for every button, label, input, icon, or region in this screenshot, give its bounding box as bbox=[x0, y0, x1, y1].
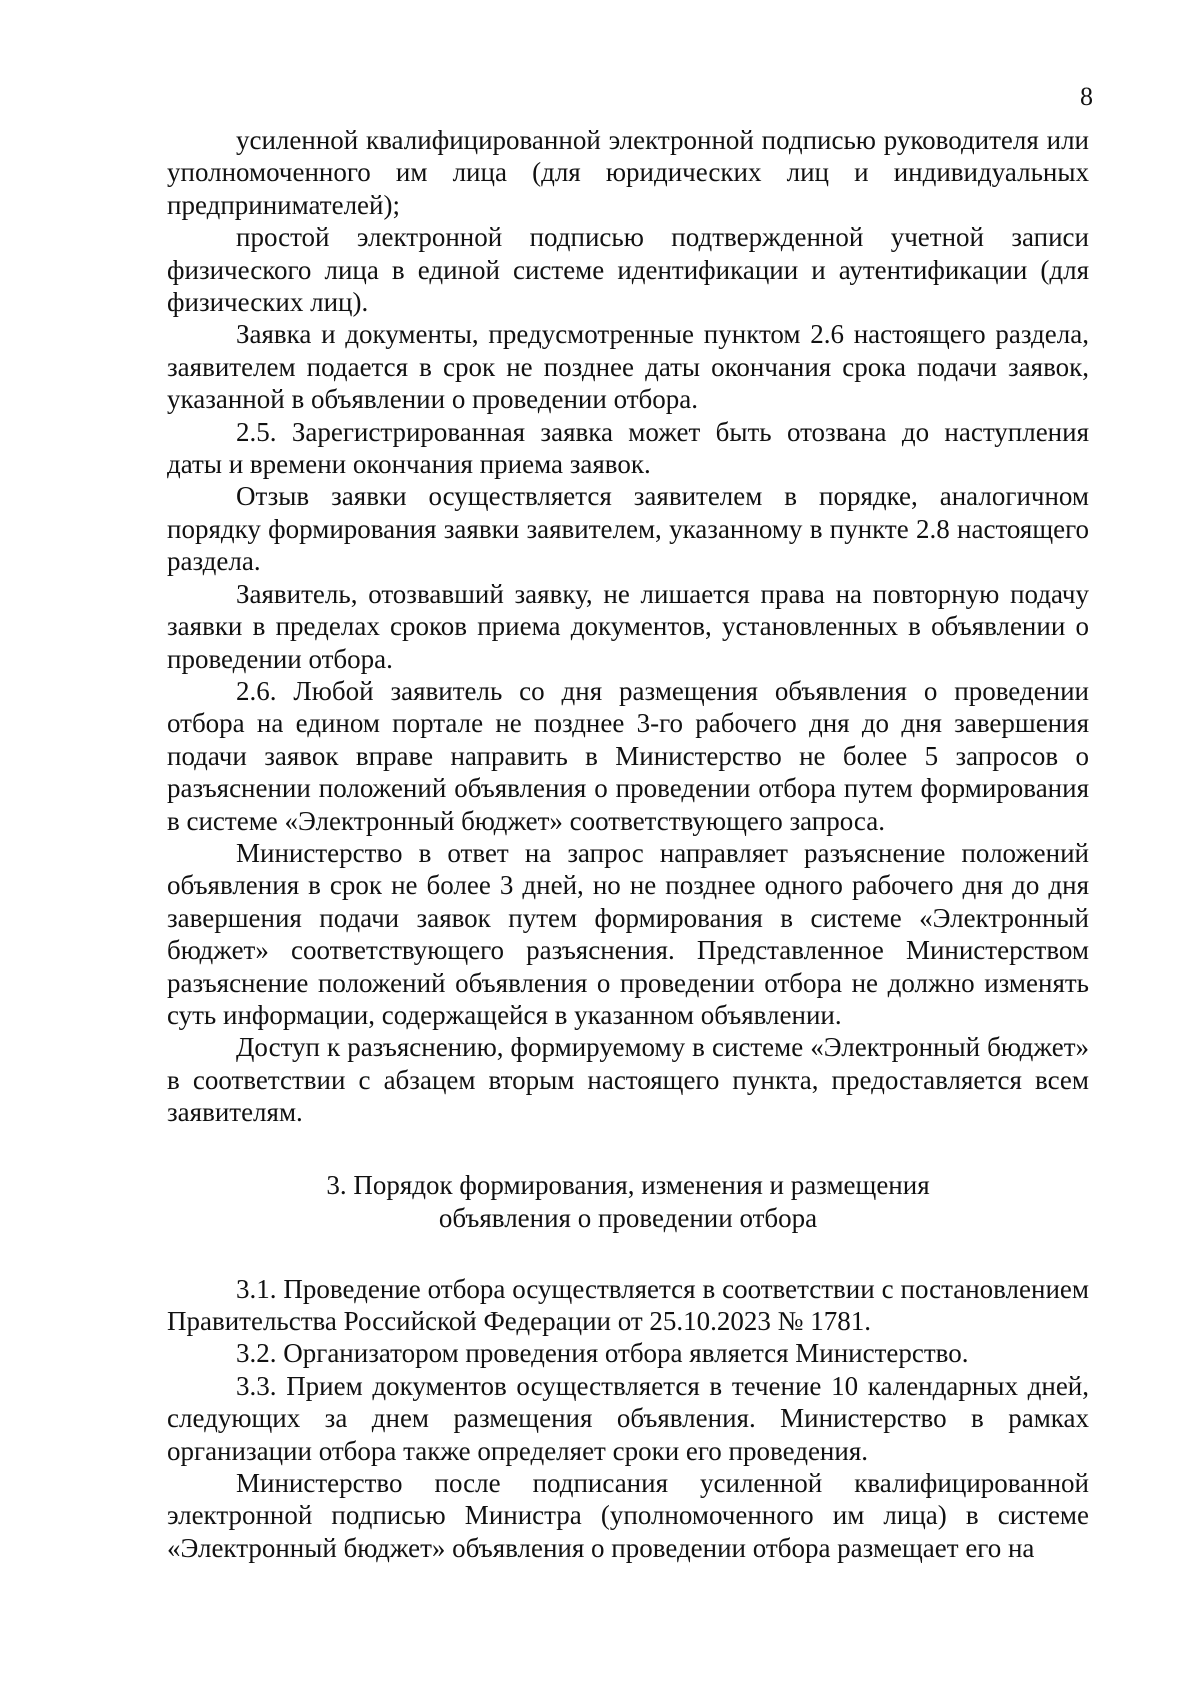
paragraph: 3.3. Прием документов осуществляется в течение 10 календарных дней, следующих за днем размещения объявления. Министерство в рамках организации отбора также определяет сроки его проведения. bbox=[167, 1370, 1089, 1466]
section-heading-line: 3. Порядок формирования, изменения и размещения bbox=[326, 1169, 930, 1200]
paragraph: Заявитель, отозвавший заявку, не лишается права на повторную подачу заявки в пределах сроков приема документов, установленных в объявлении о проведении отбора. bbox=[167, 578, 1089, 674]
section-heading bbox=[167, 1169, 1089, 1235]
paragraph: 2.5. Зарегистрированная заявка может быть отозвана до наступления даты и времени окончания приема заявок. bbox=[167, 416, 1089, 480]
page-number: 8 bbox=[1080, 82, 1093, 111]
paragraph: Министерство в ответ на запрос направляет разъяснение положений объявления в срок не более 3 дней, но не позднее одного рабочего дня до дня завершения подачи заявок путем формирования в системе «Электронный бюджет» соответствующего разъяснения. Представленное Министерством разъяснение положений объявления о проведении отбора не должно изменять суть информации, содержащейся в указанном объявлении. bbox=[167, 837, 1089, 1030]
paragraph: 3.1. Проведение отбора осуществляется в соответствии с постановлением Правительства Российской Федерации от 25.10.2023 № 1781. bbox=[167, 1273, 1089, 1336]
paragraph: 3.2. Организатором проведения отбора является Министерство. bbox=[236, 1338, 969, 1369]
paragraph: Отзыв заявки осуществляется заявителем в порядке, аналогичном порядку формирования заявки заявителем, указанному в пункте 2.8 настоящего раздела. bbox=[167, 481, 1089, 577]
paragraph: Доступ к разъяснению, формируемому в системе «Электронный бюджет» в соответствии с абзацем вторым настоящего пункта, предоставляется всем заявителям. bbox=[167, 1032, 1089, 1128]
paragraph: усиленной квалифицированной электронной подписью руководителя или уполномоченного им лица (для юридических лиц и индивидуальных предпринимателей); bbox=[167, 125, 1089, 220]
paragraph: простой электронной подписью подтвержденной учетной записи физического лица в единой системе идентификации и аутентификации (для физических лиц). bbox=[167, 222, 1089, 318]
section-heading-line: объявления о проведении отбора bbox=[438, 1202, 818, 1233]
paragraph: 2.6. Любой заявитель со дня размещения объявления о проведении отбора на едином портале не позднее 3-го рабочего дня до дня завершения подачи заявок вправе направить в Министерство не более 5 запросов о разъяснении положений объявления о проведении отбора путем формирования в системе «Электронный бюджет» соответствующего запроса. bbox=[167, 675, 1089, 836]
document-body bbox=[167, 124, 1089, 1564]
paragraph: Министерство после подписания усиленной квалифицированной электронной подписью Министра (уполномоченного им лица) в системе «Электронный бюджет» объявления о проведении отбора размещает его на bbox=[167, 1468, 1089, 1563]
paragraph: Заявка и документы, предусмотренные пунктом 2.6 настоящего раздела, заявителем подается в срок не позднее даты окончания срока подачи заявок, указанной в объявлении о проведении отбора. bbox=[167, 319, 1089, 415]
